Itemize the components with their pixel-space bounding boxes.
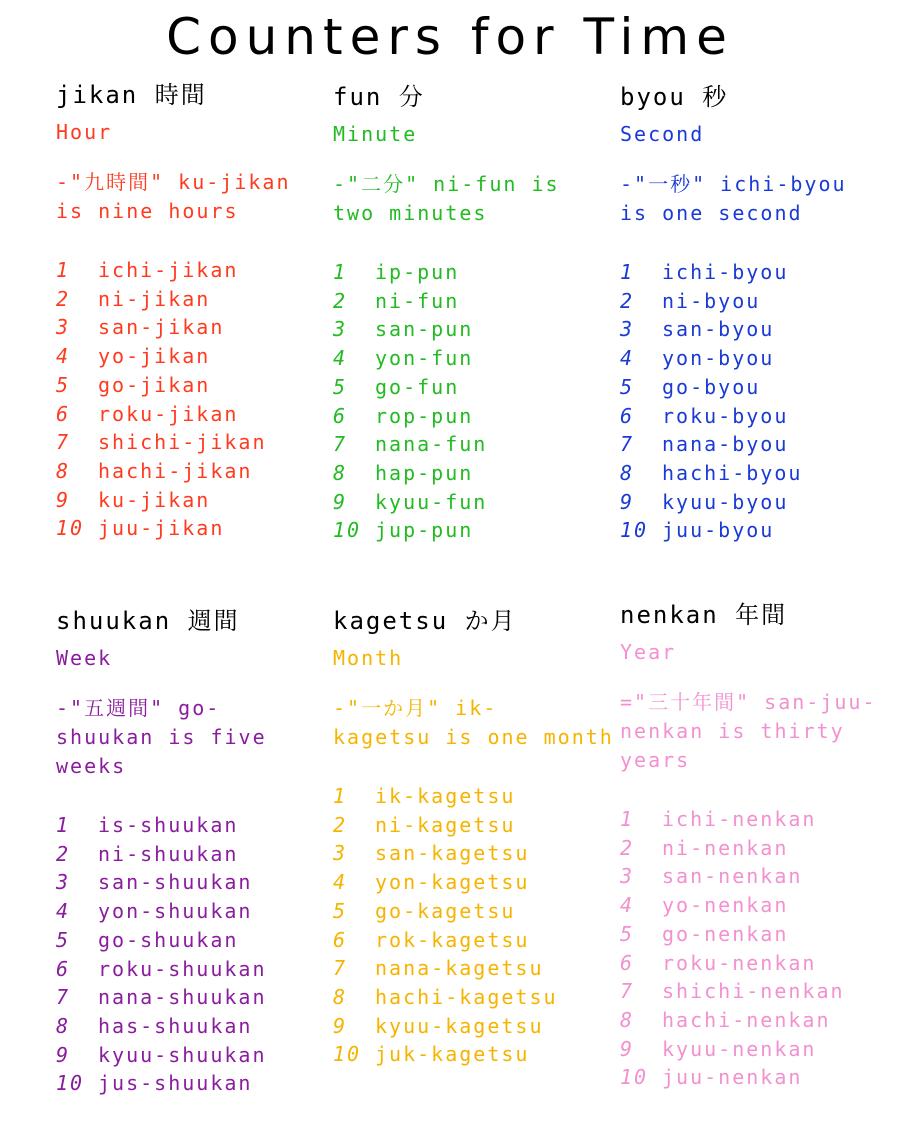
- section-minute: [333, 82, 560, 545]
- item-number: 10: [56, 1071, 85, 1096]
- item-number: 10: [620, 1065, 649, 1090]
- list-item: [56, 313, 291, 342]
- list-item: [56, 514, 291, 543]
- item-reading: hap-pun: [375, 460, 474, 485]
- list-item: [620, 287, 847, 316]
- section-heading: byou 秒: [620, 83, 729, 111]
- section-example: -"九時間" ku-jikan is nine hours: [56, 170, 291, 223]
- list-item: [56, 457, 291, 486]
- list-item: [620, 430, 847, 459]
- item-reading: kyuu-kagetsu: [375, 1013, 544, 1038]
- list-item: [333, 516, 560, 545]
- item-reading: san-nenkan: [662, 864, 803, 889]
- item-reading: yon-shuukan: [98, 899, 253, 924]
- item-number: 1: [56, 258, 71, 282]
- item-reading: kyuu-fun: [375, 489, 488, 514]
- section-year: [620, 600, 877, 1092]
- item-reading: juu-byou: [662, 518, 775, 543]
- item-reading: jup-pun: [375, 518, 474, 543]
- list-item: [620, 977, 877, 1006]
- item-number: 1: [56, 813, 71, 837]
- item-number: 5: [620, 374, 635, 399]
- section-meaning: Week: [56, 646, 113, 670]
- item-number: 8: [333, 460, 348, 485]
- list-item: [620, 516, 847, 545]
- item-number: 6: [56, 401, 71, 426]
- item-reading: ni-fun: [375, 288, 460, 313]
- item-number: 5: [333, 374, 348, 399]
- list-item: [333, 954, 614, 983]
- item-reading: has-shuukan: [98, 1013, 253, 1038]
- item-reading: yon-byou: [662, 346, 775, 371]
- section-week: [56, 606, 267, 1098]
- list-item: [333, 926, 614, 955]
- item-reading: roku-byou: [662, 403, 789, 428]
- item-reading: san-pun: [375, 317, 474, 342]
- list-item: [333, 430, 560, 459]
- item-reading: ichi-byou: [662, 260, 789, 284]
- item-number: 8: [56, 1013, 71, 1038]
- item-reading: go-fun: [375, 374, 460, 399]
- item-number: 7: [56, 430, 71, 455]
- item-number: 6: [56, 956, 71, 981]
- item-number: 3: [620, 864, 635, 889]
- item-number: 9: [56, 487, 71, 512]
- list-item: [620, 862, 877, 891]
- item-reading: nana-fun: [375, 432, 488, 457]
- list-item: [333, 315, 560, 344]
- item-number: 6: [620, 403, 635, 428]
- item-number: 1: [333, 784, 348, 808]
- item-number: 4: [56, 344, 71, 369]
- list-item: [620, 344, 847, 373]
- item-reading: hachi-kagetsu: [375, 984, 558, 1009]
- list-item: [620, 488, 847, 517]
- item-number: 9: [620, 489, 635, 514]
- list-item: [620, 315, 847, 344]
- item-reading: kyuu-shuukan: [98, 1042, 267, 1067]
- list-item: [56, 983, 267, 1012]
- item-reading: roku-jikan: [98, 401, 239, 426]
- list-item: [620, 373, 847, 402]
- section-meaning: Year: [620, 640, 677, 664]
- item-reading: nana-byou: [662, 432, 789, 457]
- counter-list: [620, 258, 847, 545]
- list-item: [56, 1041, 267, 1070]
- counter-list: [333, 782, 614, 1069]
- section-meaning: Second: [620, 122, 705, 146]
- item-number: 5: [620, 921, 635, 946]
- item-reading: ik-kagetsu: [375, 784, 516, 808]
- item-reading: ku-jikan: [98, 487, 211, 512]
- list-item: [333, 1012, 614, 1041]
- section-month: [333, 606, 614, 1069]
- item-number: 6: [620, 950, 635, 975]
- item-reading: shichi-nenkan: [662, 979, 845, 1004]
- list-item: [333, 258, 560, 287]
- counter-list: [333, 258, 560, 545]
- item-reading: kyuu-byou: [662, 489, 789, 514]
- item-number: 10: [333, 518, 362, 543]
- list-item: [56, 342, 291, 371]
- item-reading: hachi-jikan: [98, 458, 253, 483]
- item-reading: juu-jikan: [98, 516, 225, 541]
- item-number: 2: [333, 812, 348, 837]
- item-number: 1: [333, 260, 348, 284]
- list-item: [620, 258, 847, 287]
- item-number: 2: [620, 288, 635, 313]
- item-number: 4: [56, 899, 71, 924]
- section-example: -"二分" ni-fun is two minutes: [333, 172, 560, 225]
- item-reading: roku-shuukan: [98, 956, 267, 981]
- item-number: 9: [620, 1036, 635, 1061]
- item-number: 3: [620, 317, 635, 342]
- list-item: [333, 897, 614, 926]
- section-heading: fun 分: [333, 83, 425, 111]
- item-reading: roku-nenkan: [662, 950, 817, 975]
- item-number: 4: [333, 870, 348, 895]
- item-reading: ichi-jikan: [98, 258, 239, 282]
- list-item: [56, 371, 291, 400]
- list-item: [56, 486, 291, 515]
- item-number: 3: [56, 870, 71, 895]
- item-reading: go-kagetsu: [375, 898, 516, 923]
- item-reading: juu-nenkan: [662, 1065, 803, 1090]
- item-number: 7: [333, 432, 348, 457]
- item-reading: hachi-nenkan: [662, 1007, 831, 1032]
- counter-list: [620, 805, 877, 1092]
- item-reading: ichi-nenkan: [662, 807, 817, 831]
- item-reading: ni-shuukan: [98, 841, 239, 866]
- section-heading: kagetsu か月: [333, 607, 517, 635]
- list-item: [333, 839, 614, 868]
- list-item: [56, 1069, 267, 1098]
- item-reading: go-jikan: [98, 372, 211, 397]
- item-reading: san-jikan: [98, 315, 225, 340]
- list-item: [333, 811, 614, 840]
- item-reading: san-kagetsu: [375, 841, 530, 866]
- list-item: [333, 868, 614, 897]
- item-number: 2: [333, 288, 348, 313]
- list-item: [333, 459, 560, 488]
- item-reading: go-byou: [662, 374, 761, 399]
- list-item: [333, 488, 560, 517]
- section-example: ="三十年間" san-juu- nenkan is thirty years: [620, 690, 877, 772]
- item-number: 10: [56, 516, 85, 541]
- list-item: [56, 428, 291, 457]
- item-number: 8: [620, 460, 635, 485]
- list-item: [620, 891, 877, 920]
- item-reading: san-byou: [662, 317, 775, 342]
- item-number: 4: [333, 346, 348, 371]
- list-item: [333, 287, 560, 316]
- list-item: [56, 400, 291, 429]
- item-number: 8: [56, 458, 71, 483]
- section-heading: nenkan 年間: [620, 601, 788, 629]
- item-number: 2: [56, 841, 71, 866]
- list-item: [56, 256, 291, 285]
- item-number: 3: [56, 315, 71, 340]
- item-reading: jus-shuukan: [98, 1071, 253, 1096]
- item-number: 5: [56, 372, 71, 397]
- item-reading: rop-pun: [375, 403, 474, 428]
- list-item: [56, 1012, 267, 1041]
- item-number: 5: [333, 898, 348, 923]
- list-item: [620, 805, 877, 834]
- item-reading: go-nenkan: [662, 921, 789, 946]
- item-reading: go-shuukan: [98, 927, 239, 952]
- list-item: [620, 834, 877, 863]
- item-number: 9: [56, 1042, 71, 1067]
- item-reading: shichi-jikan: [98, 430, 267, 455]
- item-number: 10: [333, 1042, 362, 1067]
- list-item: [333, 344, 560, 373]
- list-item: [620, 949, 877, 978]
- section-example: -"一か月" ik- kagetsu is one month: [333, 696, 614, 749]
- list-item: [620, 1063, 877, 1092]
- item-number: 7: [333, 956, 348, 981]
- list-item: [620, 1035, 877, 1064]
- item-number: 4: [620, 346, 635, 371]
- list-item: [333, 782, 614, 811]
- item-number: 9: [333, 1013, 348, 1038]
- list-item: [620, 402, 847, 431]
- item-reading: hachi-byou: [662, 460, 803, 485]
- list-item: [56, 868, 267, 897]
- item-number: 8: [333, 984, 348, 1009]
- section-heading: shuukan 週間: [56, 607, 240, 635]
- list-item: [333, 373, 560, 402]
- list-item: [56, 811, 267, 840]
- item-number: 8: [620, 1007, 635, 1032]
- item-reading: rok-kagetsu: [375, 927, 530, 952]
- item-number: 1: [620, 260, 635, 284]
- item-number: 2: [620, 835, 635, 860]
- item-number: 3: [333, 317, 348, 342]
- item-number: 7: [56, 985, 71, 1010]
- item-number: 10: [620, 518, 649, 543]
- item-reading: ni-byou: [662, 288, 761, 313]
- item-number: 9: [333, 489, 348, 514]
- section-example: -"五週間" go- shuukan is five weeks: [56, 696, 267, 778]
- list-item: [56, 285, 291, 314]
- list-item: [333, 983, 614, 1012]
- item-reading: nana-kagetsu: [375, 956, 544, 981]
- section-second: [620, 82, 847, 545]
- counter-list: [56, 811, 267, 1098]
- item-number: 6: [333, 927, 348, 952]
- item-number: 7: [620, 432, 635, 457]
- list-item: [56, 955, 267, 984]
- list-item: [56, 897, 267, 926]
- list-item: [333, 402, 560, 431]
- section-example: -"一秒" ichi-byou is one second: [620, 172, 847, 225]
- list-item: [333, 1040, 614, 1069]
- item-reading: yon-fun: [375, 346, 474, 371]
- item-number: 6: [333, 403, 348, 428]
- section-meaning: Minute: [333, 122, 418, 146]
- page-title: Counters for Time: [166, 8, 734, 66]
- list-item: [620, 1006, 877, 1035]
- list-item: [620, 459, 847, 488]
- item-reading: yo-nenkan: [662, 893, 789, 918]
- list-item: [56, 840, 267, 869]
- item-reading: kyuu-nenkan: [662, 1036, 817, 1061]
- item-reading: san-shuukan: [98, 870, 253, 895]
- list-item: [620, 920, 877, 949]
- section-meaning: Hour: [56, 120, 113, 144]
- section-hour: [56, 80, 291, 543]
- item-reading: ip-pun: [375, 260, 460, 284]
- item-reading: juk-kagetsu: [375, 1042, 530, 1067]
- item-reading: ni-kagetsu: [375, 812, 516, 837]
- section-meaning: Month: [333, 646, 404, 670]
- item-reading: yon-kagetsu: [375, 870, 530, 895]
- item-reading: is-shuukan: [98, 813, 239, 837]
- item-reading: yo-jikan: [98, 344, 211, 369]
- item-number: 4: [620, 893, 635, 918]
- list-item: [56, 926, 267, 955]
- item-reading: nana-shuukan: [98, 985, 267, 1010]
- item-number: 5: [56, 927, 71, 952]
- item-number: 7: [620, 979, 635, 1004]
- item-number: 2: [56, 286, 71, 311]
- item-reading: ni-nenkan: [662, 835, 789, 860]
- section-heading: jikan 時間: [56, 81, 207, 109]
- item-number: 3: [333, 841, 348, 866]
- item-number: 1: [620, 807, 635, 831]
- counter-list: [56, 256, 291, 543]
- item-reading: ni-jikan: [98, 286, 211, 311]
